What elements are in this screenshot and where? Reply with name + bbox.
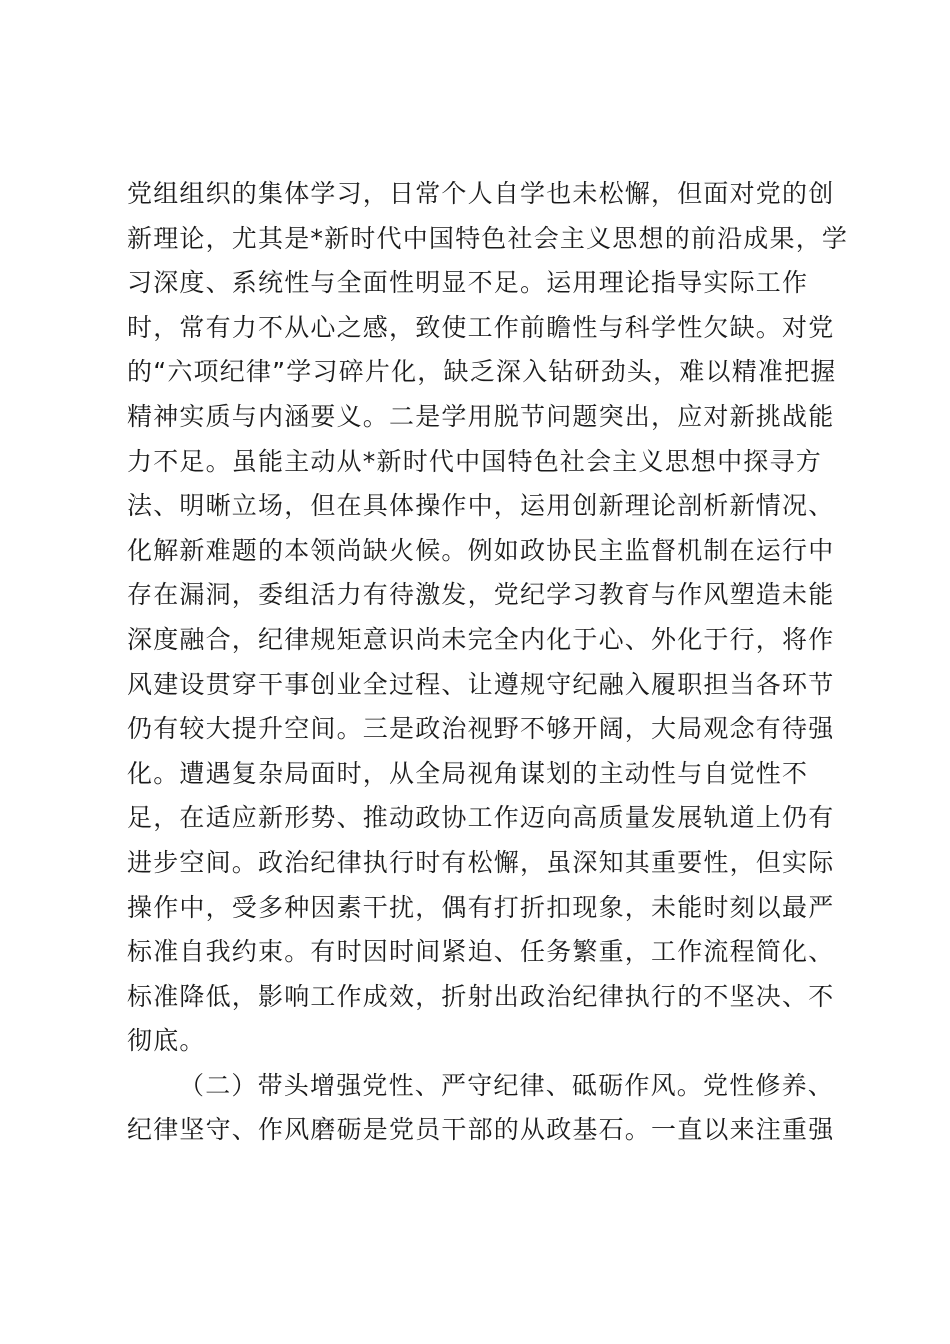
text-line: 力不足。虽能主动从*新时代中国特色社会主义思想中探寻方 <box>127 446 822 476</box>
text-line: 彻底。 <box>127 1026 206 1056</box>
text-line: 党组组织的集体学习，日常个人自学也未松懈，但面对党的创 <box>127 179 835 208</box>
text-line: 操作中，受多种因素干扰，偶有打折扣现象，未能时刻以最严 <box>127 892 835 922</box>
text-line: 进步空间。政治纪律执行时有松懈，虽深知其重要性，但实际 <box>127 847 835 877</box>
text-line: 化。遭遇复杂局面时，从全局视角谋划的主动性与自觉性不 <box>127 758 809 788</box>
text-line: 足，在适应新形势、推动政协工作迈向高质量发展轨道上仍有 <box>127 803 835 833</box>
text-line: 化解新难题的本领尚缺火候。例如政协民主监督机制在运行中 <box>127 535 835 565</box>
section-heading-line: （二）带头增强党性、严守纪律、砥砺作风。党性修养、 <box>179 1070 835 1100</box>
body-text <box>127 172 849 1153</box>
text-line: 深度融合，纪律规矩意识尚未完全内化于心、外化于行，将作 <box>127 624 835 654</box>
text-line: 法、明晰立场，但在具体操作中，运用创新理论剖析新情况、 <box>127 491 835 521</box>
text-line: 存在漏洞，委组活力有待激发，党纪学习教育与作风塑造未能 <box>127 580 835 610</box>
text-line: 习深度、系统性与全面性明显不足。运用理论指导实际工作 <box>127 268 809 298</box>
text-line: 精神实质与内涵要义。二是学用脱节问题突出，应对新挑战能 <box>127 401 835 431</box>
text-line: 仍有较大提升空间。三是政治视野不够开阔，大局观念有待强 <box>127 714 835 744</box>
text-line: 标准降低，影响工作成效，折射出政治纪律执行的不坚决、不 <box>127 981 835 1011</box>
text-line: 新理论，尤其是*新时代中国特色社会主义思想的前沿成果，学 <box>127 223 849 253</box>
text-line: 时，常有力不从心之感，致使工作前瞻性与科学性欠缺。对党 <box>127 312 835 342</box>
text-line: 标准自我约束。有时因时间紧迫、任务繁重，工作流程简化、 <box>127 937 835 967</box>
text-line: 风建设贯穿干事创业全过程、让遵规守纪融入履职担当各环节 <box>127 669 835 699</box>
text-line: 纪律坚守、作风磨砺是党员干部的从政基石。一直以来注重强 <box>127 1115 835 1145</box>
text-line: 的“六项纪律”学习碎片化，缺乏深入钻研劲头，难以精准把握 <box>127 357 837 387</box>
